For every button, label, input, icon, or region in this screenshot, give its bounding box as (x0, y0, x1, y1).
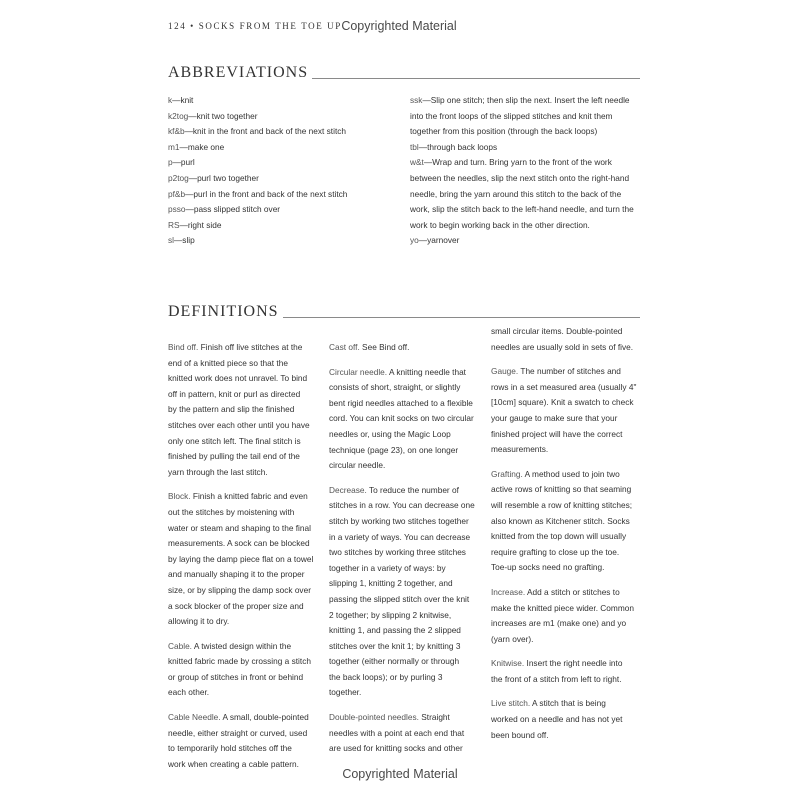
definition-text: needles with a point at each end that (329, 727, 465, 738)
definition-text: The number of stitches and (518, 366, 621, 377)
abbreviation-definition: purl two together (197, 172, 259, 183)
definition-entry (329, 483, 477, 701)
abbreviation-line (410, 93, 634, 109)
definition-line (168, 371, 316, 387)
abbreviation-text: work to begin working back in the other direction. (410, 219, 590, 230)
definition-line (168, 505, 316, 521)
definition-entry (491, 467, 639, 576)
definition-entry (491, 324, 639, 355)
definition-line (168, 654, 316, 670)
abbreviation-dash: — (179, 141, 188, 152)
definition-line (168, 434, 316, 450)
definition-line (168, 685, 316, 701)
definition-text: needles or, using the Magic Loop (329, 428, 451, 439)
definition-line (329, 411, 477, 427)
definition-text: also known as Kitchener stitch. Socks (491, 515, 630, 526)
abbreviation-line (410, 187, 634, 203)
definition-line (491, 672, 639, 688)
definition-line (168, 552, 316, 568)
definition-line (168, 340, 316, 356)
definition-line (329, 396, 477, 412)
abbreviation-definition: slip (182, 235, 195, 246)
abbreviations-heading (168, 64, 640, 82)
definition-line (491, 324, 639, 340)
definition-term: Knitwise. (491, 658, 525, 669)
definition-term: Double-pointed needles. (329, 712, 419, 723)
definition-line (491, 616, 639, 632)
definition-line (491, 427, 639, 443)
abbreviation-term: m1 (168, 141, 180, 152)
definition-text: your gauge to make sure that your (491, 412, 618, 423)
copyright-watermark-top: Copyrighted Material (341, 19, 457, 33)
definition-text: the front of a stitch from left to right. (491, 673, 622, 684)
abbreviation-item (168, 202, 347, 218)
abbreviation-term: sl (168, 235, 174, 246)
definition-line (491, 411, 639, 427)
definition-term: Bind off. (168, 342, 199, 352)
copyright-watermark-bottom: Copyrighted Material (342, 767, 458, 781)
definition-line (329, 592, 477, 608)
definition-text: work when creating a cable pattern. (168, 758, 299, 769)
definition-line (329, 458, 477, 474)
abbreviation-term: kf&b (168, 126, 185, 137)
definition-entry (168, 710, 316, 772)
definition-term: Cable Needle. (168, 712, 221, 723)
abbreviation-line (410, 124, 634, 140)
definition-line (329, 340, 477, 356)
definition-line (329, 685, 477, 701)
abbreviations-rule (312, 78, 640, 79)
definition-text: water or steam and shaping to the final (168, 522, 311, 533)
definition-line (329, 576, 477, 592)
definition-line (168, 536, 316, 552)
abbreviation-text: —yarnover (418, 235, 460, 246)
definition-entry (329, 365, 477, 474)
abbreviation-term: p2tog (168, 172, 189, 183)
abbreviation-definition: knit two together (196, 110, 258, 121)
definition-line (168, 465, 316, 481)
definition-text: knitting 1, and passing the 2 slipped (329, 625, 461, 636)
abbreviation-text: together from this position (through the back loops) (410, 126, 598, 137)
abbreviation-item (168, 124, 347, 140)
definition-text: measurements. (491, 444, 549, 455)
definition-line (491, 632, 639, 648)
definition-line (168, 489, 316, 505)
definition-line (491, 696, 639, 712)
definition-text: knitted work does not unravel. To bind (168, 373, 308, 384)
definition-term: Circular needle. (329, 366, 388, 377)
definition-text: together in a variety of ways: by (329, 562, 446, 573)
definition-text: stitch by working two stitches together (329, 515, 469, 526)
definition-text: knitted fabric made by crossing a stitch (168, 656, 311, 667)
definition-entry (329, 340, 477, 356)
definition-term: Gauge. (491, 366, 519, 377)
abbreviation-item (168, 218, 347, 234)
definition-text: two stitches by working three stitches (329, 547, 466, 558)
definition-line (329, 443, 477, 459)
definition-line (329, 561, 477, 577)
definition-text: active rows of knitting so that seaming (491, 484, 632, 495)
definition-text: off in pattern, knit or purl as directed (168, 388, 301, 399)
abbreviation-term: w&t (410, 157, 424, 168)
abbreviation-text: between the needles, slip the next stitch onto the right-hand (410, 172, 630, 183)
abbreviation-term: k (168, 95, 173, 105)
definition-line (329, 639, 477, 655)
definition-text: finished project will have the correct (491, 428, 623, 439)
definition-line (491, 395, 639, 411)
abbreviation-text: into the front loops of the slipped stitches and knit them (410, 110, 613, 121)
abbreviation-item (168, 171, 347, 187)
definition-term: Decrease. (329, 484, 367, 495)
abbreviation-dash: — (174, 235, 183, 246)
definition-line (329, 710, 477, 726)
definition-text: by the pattern and slip the finished (168, 404, 295, 415)
abbreviation-term: psso (168, 204, 186, 215)
definition-entry (491, 364, 639, 458)
abbreviations-right-column (410, 93, 634, 249)
definition-term: Cable. (168, 640, 192, 651)
definitions-heading (168, 303, 640, 321)
definition-text: passing the slipped stitch over the knit (329, 593, 470, 604)
definition-text: A knitting needle that (387, 366, 466, 377)
definition-line (329, 623, 477, 639)
abbreviation-text: work, slip the stitch back to the left-hand needle, and turn the (410, 204, 634, 215)
definition-text: Straight (418, 712, 450, 723)
definition-line (168, 521, 316, 537)
definition-text: will resemble a row of knitting stitches; (491, 499, 633, 510)
definition-text: rows in a set measured area (usually 4" (491, 381, 637, 392)
definition-text: See Bind off. (359, 342, 410, 352)
definition-line (329, 483, 477, 499)
definition-line (168, 387, 316, 403)
definition-line (168, 449, 316, 465)
definition-entry (491, 656, 639, 687)
definition-line (491, 482, 639, 498)
definition-line (329, 380, 477, 396)
definition-term: Cast off. (329, 342, 360, 352)
definition-text: needle, either straight or curved, used (168, 727, 308, 738)
abbreviation-term: pf&b (168, 188, 186, 199)
definition-text: increases are m1 (make one) and yo (491, 618, 627, 629)
abbreviation-dash: — (172, 95, 181, 105)
definition-text: and manually shaping it to the proper (168, 569, 305, 580)
definition-text: A twisted design within the (191, 640, 292, 651)
definition-text: stitches over each other until you have (168, 419, 310, 430)
definition-text: slipping 1, knitting 2 together, and (329, 578, 453, 589)
abbreviation-definition: purl (180, 157, 195, 168)
abbreviation-definition: right side (187, 219, 222, 230)
definition-line (329, 726, 477, 742)
abbreviation-text: needle, bring the yarn around this stitch to the back of the (410, 188, 622, 199)
definition-line (168, 356, 316, 372)
abbreviation-item (168, 155, 347, 171)
definitions-column-1 (168, 340, 316, 781)
definition-text: knitted from the top down will usually (491, 531, 627, 542)
definition-text: the back loops); or by purling 3 (329, 671, 443, 682)
definition-text: circular needle. (329, 460, 386, 471)
definition-line (491, 514, 639, 530)
abbreviation-definition: purl in the front and back of the next stitch (193, 188, 348, 199)
definition-line (168, 639, 316, 655)
definition-text: stitches over the knit 1; by knitting 3 (329, 640, 461, 651)
abbreviation-item (168, 233, 347, 249)
abbreviation-line (410, 218, 634, 234)
definition-text: To reduce the number of (366, 484, 459, 495)
definition-text: A small, double-pointed (220, 712, 309, 723)
abbreviation-dash: — (184, 126, 193, 137)
definition-text: needles are usually sold in sets of five. (491, 341, 634, 352)
definition-text: measurements. A sock can be blocked (168, 538, 310, 549)
definitions-column-3 (491, 324, 639, 752)
abbreviation-term: k2tog (168, 110, 189, 121)
definition-text: require grafting to close up the toe. (491, 546, 620, 557)
definition-text: [10cm] square). Knit a swatch to check (491, 397, 634, 408)
definition-line (491, 498, 639, 514)
definition-line (491, 467, 639, 483)
definition-line (329, 514, 477, 530)
abbreviation-item (168, 187, 347, 203)
definition-line (168, 614, 316, 630)
definition-text: Toe-up socks need no grafting. (491, 562, 605, 573)
definition-text: out the stitches by moistening with (168, 506, 295, 517)
definition-text: cord. You can knit socks on two circular (329, 413, 474, 424)
definition-line (491, 712, 639, 728)
definition-line (491, 728, 639, 744)
definition-entry (491, 585, 639, 647)
definition-text: 2 together; by slipping 2 knitwise, (329, 609, 452, 620)
abbreviation-term: RS (168, 219, 180, 230)
definition-line (168, 741, 316, 757)
definition-line (168, 670, 316, 686)
abbreviation-text: —Slip one stitch; then slip the next. Insert the left needle (422, 95, 630, 105)
abbreviation-line (410, 171, 634, 187)
definition-line (491, 340, 639, 356)
definition-line (168, 402, 316, 418)
abbreviation-dash: — (185, 188, 194, 199)
definition-entry (168, 340, 316, 480)
definition-text: each other. (168, 687, 210, 698)
abbreviation-text: —Wrap and turn. Bring yarn to the front of the work (423, 157, 612, 168)
abbreviation-dash: — (188, 110, 197, 121)
definition-entry (168, 489, 316, 629)
abbreviation-line (410, 109, 634, 125)
definition-text: end of a knitted piece so that the (168, 357, 288, 368)
definition-text: small circular items. Double-pointed (491, 326, 623, 336)
abbreviation-definition: knit (180, 95, 194, 105)
definitions-column-2 (329, 340, 477, 766)
definition-line (168, 418, 316, 434)
definition-text: a sock blocker of the proper size and (168, 600, 304, 611)
abbreviation-item (168, 93, 347, 109)
definition-line (491, 601, 639, 617)
abbreviation-line (410, 202, 634, 218)
definition-text: are used for knitting socks and other (329, 743, 463, 754)
definition-line (491, 545, 639, 561)
abbreviation-definition: knit in the front and back of the next stitch (192, 126, 347, 137)
abbreviation-term: ssk (410, 95, 423, 105)
definition-text: A method used to join two (522, 468, 620, 479)
definition-text: technique (page 23), on one longer (329, 444, 459, 455)
abbreviation-line (410, 140, 634, 156)
definition-term: Block. (168, 491, 191, 502)
definition-text: finished by pulling the tail end of the (168, 451, 300, 462)
abbreviation-term: tbl (410, 141, 419, 152)
abbreviation-text: —through back loops (418, 141, 498, 152)
definition-text: in a variety of ways. You can decrease (329, 531, 471, 542)
definition-text: (yarn over). (491, 633, 534, 644)
definition-text: worked on a needle and has not yet (491, 714, 623, 725)
definition-text: to temporarily hold stitches off the (168, 743, 292, 754)
definition-line (491, 380, 639, 396)
definition-line (168, 567, 316, 583)
definition-term: Grafting. (491, 468, 523, 479)
definition-line (168, 726, 316, 742)
definition-line (329, 530, 477, 546)
definition-text: by laying the damp piece flat on a towel (168, 553, 314, 564)
definition-text: stitches in a row. You can decrease one (329, 500, 475, 511)
definition-text: bent rigid needles attached to a flexible (329, 397, 473, 408)
abbreviations-title: ABBREVIATIONS (168, 64, 309, 81)
definition-text: been bound off. (491, 729, 549, 740)
definition-term: Increase. (491, 586, 526, 597)
abbreviation-definition: make one (187, 141, 225, 152)
abbreviations-left-column (168, 93, 347, 249)
abbreviation-item (168, 109, 347, 125)
definition-text: or group of stitches in front or behind (168, 671, 304, 682)
definition-text: together (either normally or through (329, 656, 460, 667)
definition-line (329, 365, 477, 381)
definition-line (168, 599, 316, 615)
definition-text: yarn through the last stitch. (168, 466, 268, 477)
definition-line (168, 710, 316, 726)
definition-text: together. (329, 687, 362, 698)
definition-line (329, 608, 477, 624)
definition-entry (491, 696, 639, 743)
definition-entry (168, 639, 316, 701)
definition-line (329, 545, 477, 561)
definition-line (329, 670, 477, 686)
definition-text: make the knitted piece wider. Common (491, 602, 634, 613)
definition-line (491, 529, 639, 545)
definition-text: size, or by slipping the damp sock over (168, 584, 311, 595)
abbreviation-line (410, 233, 634, 249)
definitions-rule (283, 317, 640, 318)
definition-text: Insert the right needle into (524, 658, 623, 669)
running-head: 124 • SOCKS FROM THE TOE UP (168, 21, 342, 31)
definitions-title: DEFINITIONS (168, 303, 279, 320)
definition-text: only one stitch left. The final stitch is (168, 435, 301, 446)
definition-line (329, 498, 477, 514)
definition-line (491, 560, 639, 576)
definition-text: Finish a knitted fabric and even (190, 491, 308, 502)
definition-text: Finish off live stitches at the (198, 342, 303, 352)
definition-line (491, 442, 639, 458)
abbreviation-dash: — (188, 172, 198, 183)
definition-line (491, 656, 639, 672)
definition-text: consists of short, straight, or slightly (329, 382, 461, 393)
definition-text: Add a stitch or stitches to (525, 586, 620, 597)
definition-line (329, 654, 477, 670)
definition-entry (329, 710, 477, 757)
definition-text: A stitch that is being (530, 698, 606, 709)
definition-text: allowing it to dry. (168, 616, 230, 627)
abbreviation-item (168, 140, 347, 156)
abbreviation-term: yo (410, 235, 419, 246)
definition-line (329, 741, 477, 757)
abbreviation-definition: pass slipped stitch over (193, 204, 281, 215)
abbreviation-dash: — (179, 219, 188, 230)
definition-line (329, 427, 477, 443)
abbreviation-dash: — (185, 204, 194, 215)
definition-line (491, 585, 639, 601)
definition-line (491, 364, 639, 380)
abbreviation-line (410, 155, 634, 171)
abbreviation-term: p (168, 157, 173, 168)
definition-line (168, 583, 316, 599)
abbreviation-dash: — (172, 157, 181, 168)
definition-term: Live stitch. (491, 698, 531, 709)
